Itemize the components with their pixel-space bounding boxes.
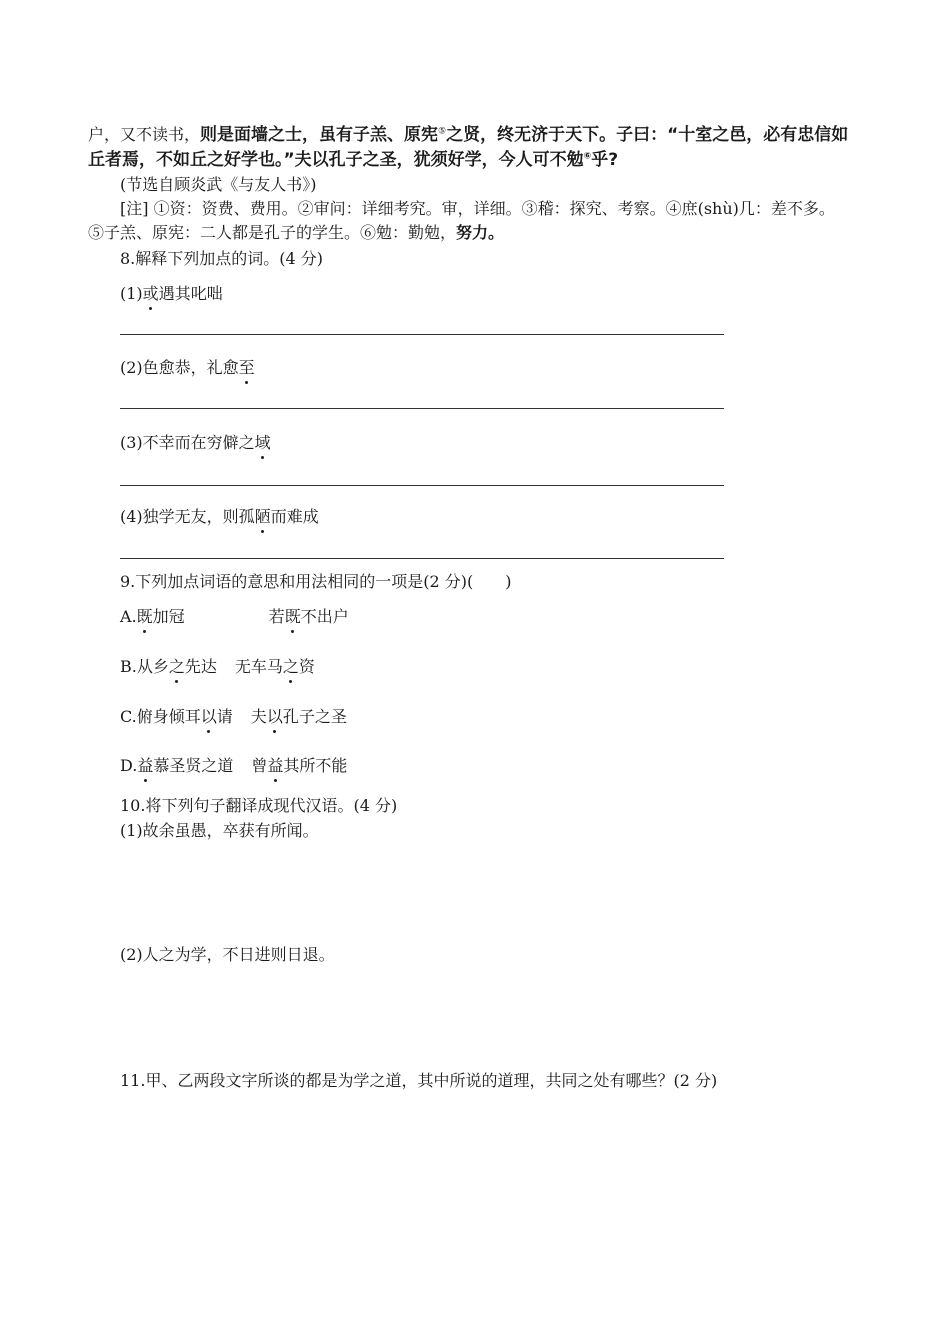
q9-option-b-dotted-2: 之: [283, 654, 299, 677]
q9-option-d-dotted-2: 益: [267, 753, 283, 776]
passage-line-2-main: 丘者焉，不如丘之好学也。”夫以孔子之圣，犹须好学，今人可不勉: [88, 150, 584, 170]
footnote-marker-6: ⑥: [583, 151, 592, 162]
q9-option-b[interactable]: [120, 654, 315, 677]
passage-line-2-end: 乎?: [591, 150, 619, 170]
q9-option-a-dotted-1: 既: [137, 604, 153, 627]
q11-stem: 11.甲、乙两段文字所谈的都是为学之道，其中所说的道理，共同之处有哪些？(2 分): [120, 1071, 718, 1090]
q9-option-c-dotted-1: 以: [201, 704, 217, 727]
q9-option-a[interactable]: [120, 604, 349, 627]
q9-option-d[interactable]: [120, 753, 347, 776]
q9-option-b-text-1: 先达: [184, 657, 217, 676]
q9-option-c[interactable]: [120, 704, 347, 727]
passage-line-1-start: 户，又不读书，: [88, 125, 201, 144]
q8-answer-line-4[interactable]: [120, 558, 724, 559]
q9-option-d-dotted-1: 益: [137, 753, 153, 776]
q10-sentence-1: (1)故余虽愚，卒获有所闻。: [120, 821, 319, 840]
q8-stem: 8.解释下列加点的词。(4 分): [120, 249, 324, 268]
q8-item-3: [120, 430, 271, 453]
q8-item-3-dotted-word: 域: [255, 430, 271, 453]
notes-line-1: [注] ①资：资费、费用。②审问：详细考究。审，详细。③稽：探究、考察。④庶(shù)几：差不多。: [120, 199, 835, 218]
q9-option-c-text-1: 请: [216, 707, 233, 726]
q9-option-d-text-2: 其所不能: [283, 756, 348, 775]
q8-answer-line-3[interactable]: [120, 485, 724, 486]
q8-item-2-pre: (2)色愈恭，礼愈: [120, 358, 239, 377]
q9-option-b-text-2-pre: 无车马: [234, 657, 283, 676]
q9-option-b-text-2: 资: [298, 657, 315, 676]
q8-item-4-post: 而难成: [270, 507, 319, 526]
notes-line-2-text: ⑤子羔、原宪：二人都是孔子的学生。⑥勉：勤勉，: [88, 223, 457, 242]
passage-line-1-end: 之贤，终无济于天下。子曰：“十室之邑，必有忠信如: [446, 125, 849, 145]
q8-item-4-dotted-word: 陋: [255, 504, 271, 527]
q9-option-a-dotted-2: 既: [285, 604, 301, 627]
q8-answer-line-2[interactable]: [120, 408, 724, 409]
q9-option-b-dotted-1: 之: [169, 654, 185, 677]
passage-source: (节选自顾炎武《与友人书》): [120, 175, 317, 194]
q8-answer-line-1[interactable]: [120, 334, 724, 335]
q9-option-a-text-2-pre: 若: [268, 607, 285, 626]
q8-item-1-post: 遇其叱咄: [158, 284, 223, 303]
q9-option-c-dotted-2: 以: [267, 704, 283, 727]
passage-line-1: [88, 120, 848, 145]
q8-item-2-dotted-word: 至: [239, 355, 255, 378]
q10-stem: 10.将下列句子翻译成现代汉语。(4 分): [120, 796, 398, 815]
q9-option-a-text-1: 加冠: [152, 607, 185, 626]
q10-sentence-2: (2)人之为学，不日进则日退。: [120, 945, 335, 964]
q8-item-1: [120, 281, 223, 304]
q8-item-1-pre: (1): [120, 284, 143, 303]
q9-option-d-text-2-pre: 曾: [251, 756, 268, 775]
q8-item-4-pre: (4)独学无友，则孤: [120, 507, 255, 526]
q8-item-3-pre: (3)不幸而在穷僻之: [120, 433, 255, 452]
q8-item-4: [120, 504, 319, 527]
notes-line-2: [88, 220, 504, 243]
q9-option-a-label: A.: [120, 607, 137, 626]
q9-option-b-label: B.从乡: [120, 657, 169, 676]
q9-option-c-text-2: 孔子之圣: [282, 707, 347, 726]
q9-option-c-label: C.俯身倾耳: [120, 707, 201, 726]
q9-option-a-text-2: 不出户: [300, 607, 349, 626]
q9-option-d-label: D.: [120, 756, 138, 775]
q8-item-2: [120, 355, 255, 378]
footnote-marker-5: ⑤: [438, 126, 447, 137]
q9-option-d-text-1: 慕圣贤之道: [153, 756, 234, 775]
notes-line-2-bold: 努力。: [456, 223, 505, 242]
passage-line-1-mid: 则是面墙之士，虽有子羔、原宪: [200, 125, 439, 145]
q9-stem: 9.下列加点词语的意思和用法相同的一项是(2 分)( ): [120, 572, 512, 591]
q8-item-1-dotted-word: 或: [143, 281, 159, 304]
passage-line-2: [88, 145, 618, 170]
q9-option-c-text-2-pre: 夫: [250, 707, 267, 726]
